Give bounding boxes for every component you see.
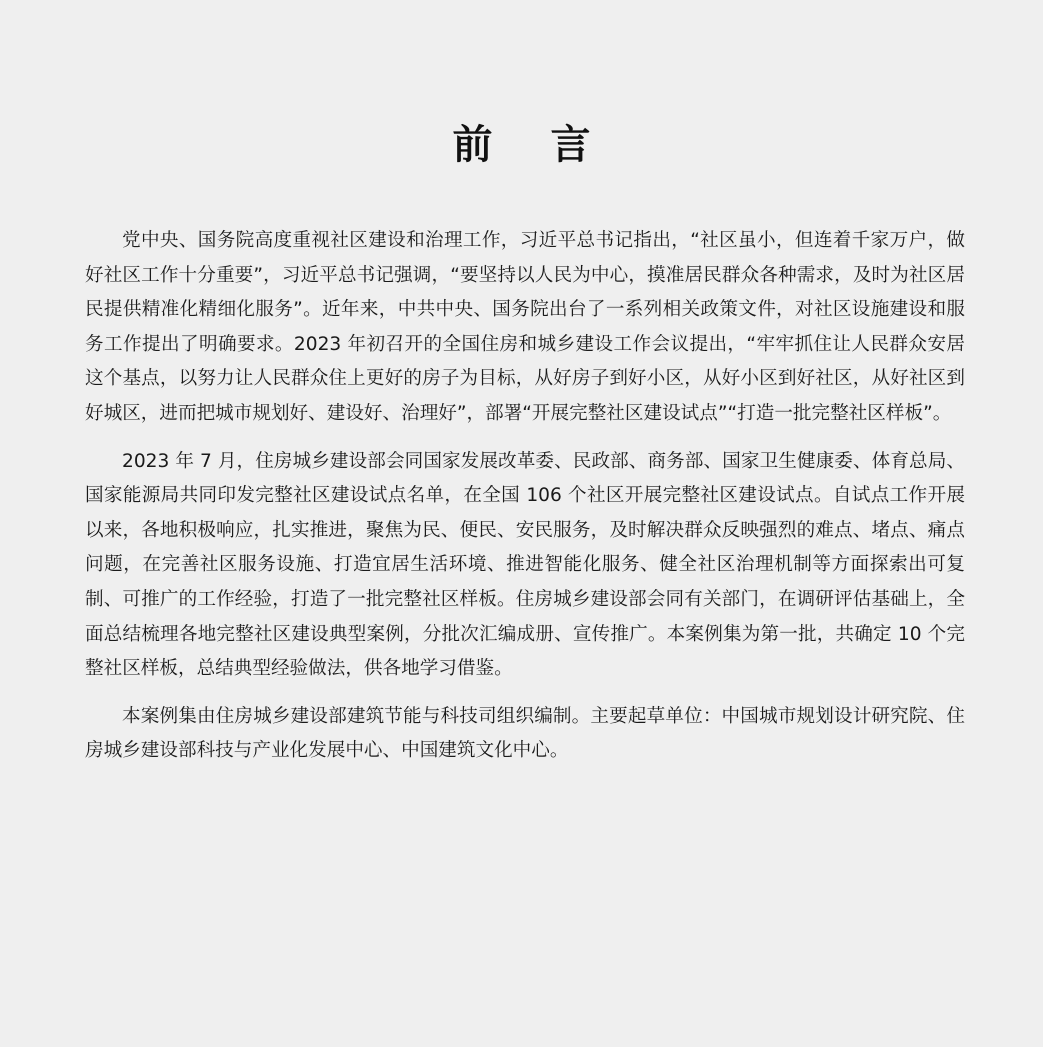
paragraph-2: 2023 年 7 月，住房城乡建设部会同国家发展改革委、民政部、商务部、国家卫生健康委、体育总局、国家能源局共同印发完整社区建设试点名单，在全国 106 个社区开展完整社区建设试点。自试点工作开展以来，各地积极响应，扎实推进，聚焦为民、便民、安民服务，及时解决群众反映强烈的难点、堵点、痛点问题，在完善社区服务设施、打造宜居生活环境、推进智能化服务、健全社区治理机制等方面探索出可复制、可推广的工作经验，打造了一批完整社区样板。住房城乡建设部会同有关部门，在调研评估基础上，全面总结梳理各地完整社区建设典型案例，分批次汇编成册、宣传推广。本案例集为第一批，共确定 10 个完整社区样板，总结典型经验做法，供各地学习借鉴。	[85, 450, 965, 680]
paragraph-1: 党中央、国务院高度重视社区建设和治理工作，习近平总书记指出，“社区虽小，但连着千家万户，做好社区工作十分重要”，习近平总书记强调，“要坚持以人民为中心，摸准居民群众各种需求，及时为社区居民提供精准化精细化服务”。近年来，中共中央、国务院出台了一系列相关政策文件，对社区设施建设和服务工作提出了明确要求。2023 年初召开的全国住房和城乡建设工作会议提出，“牢牢抓住让人民群众安居这个基点，以努力让人民群众住上更好的房子为目标，从好房子到好小区，从好小区到好社区，从好社区到好城区，进而把城市规划好、建设好、治理好”，部署“开展完整社区建设试点”“打造一批完整社区样板”。	[85, 230, 965, 424]
paragraph-3: 本案例集由住房城乡建设部建筑节能与科技司组织编制。主要起草单位：中国城市规划设计研究院、住房城乡建设部科技与产业化发展中心、中国建筑文化中心。	[85, 705, 965, 762]
page-title: 前 言	[452, 122, 613, 168]
body-text	[85, 224, 965, 782]
